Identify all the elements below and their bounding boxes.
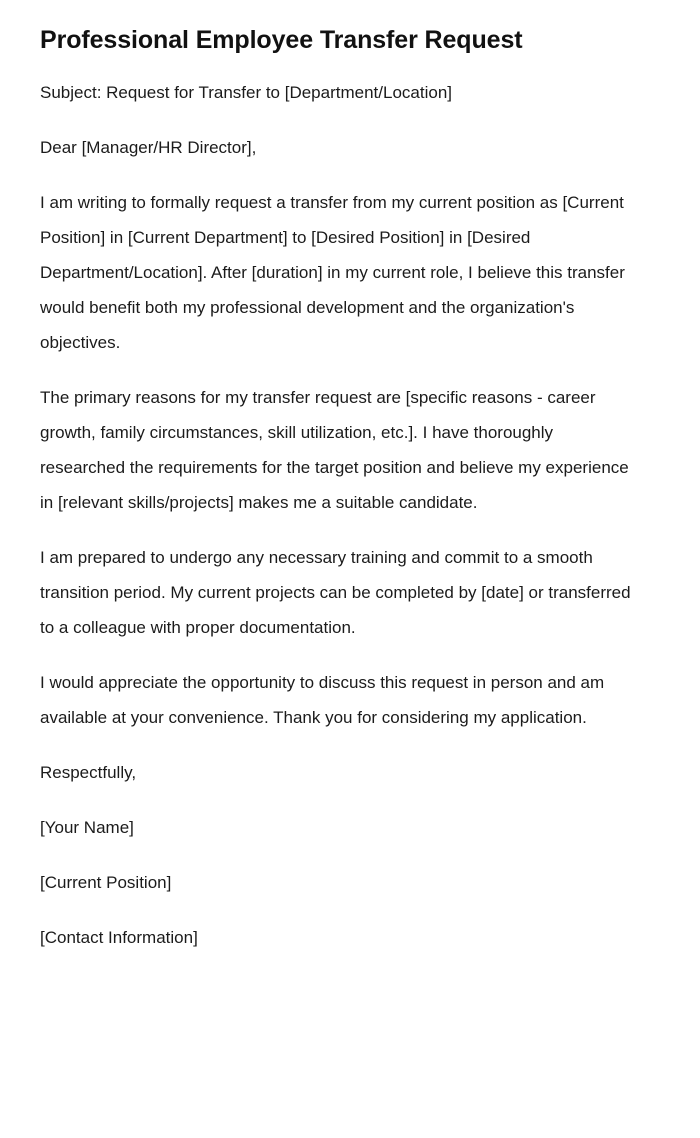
page-title: Professional Employee Transfer Request	[40, 26, 523, 54]
body-paragraph-4: I would appreciate the opportunity to discuss this request in person and am available at your convenience. Thank you for considering my application.	[40, 673, 605, 727]
closing-salutation: Respectfully,	[40, 763, 137, 782]
subject-line: Subject: Request for Transfer to [Department/Location]	[40, 83, 452, 102]
salutation: Dear [Manager/HR Director],	[40, 138, 257, 157]
signature-name: [Your Name]	[40, 818, 134, 837]
body-paragraph-2: The primary reasons for my transfer request are [specific reasons - career growth, family circumstances, skill utilization, etc.]. I have thoroughly researched the requirements for the target position and believe my experience in [relevant skills/projects] makes me a suitable candidate.	[40, 388, 629, 512]
signature-contact: [Contact Information]	[40, 928, 198, 947]
bottom-spacer	[40, 955, 660, 1003]
signature-position: [Current Position]	[40, 873, 172, 892]
body-paragraph-1: I am writing to formally request a transfer from my current position as [Current Position] in [Current Department] to [Desired Position] in [Desired Department/Location]. After [duration] in my current role, I believe this transfer would benefit both my professional development and the organization's objectives.	[40, 193, 625, 352]
body-paragraph-3: I am prepared to undergo any necessary training and commit to a smooth transition period. My current projects can be completed by [date] or transferred to a colleague with proper documentation.	[40, 548, 631, 637]
